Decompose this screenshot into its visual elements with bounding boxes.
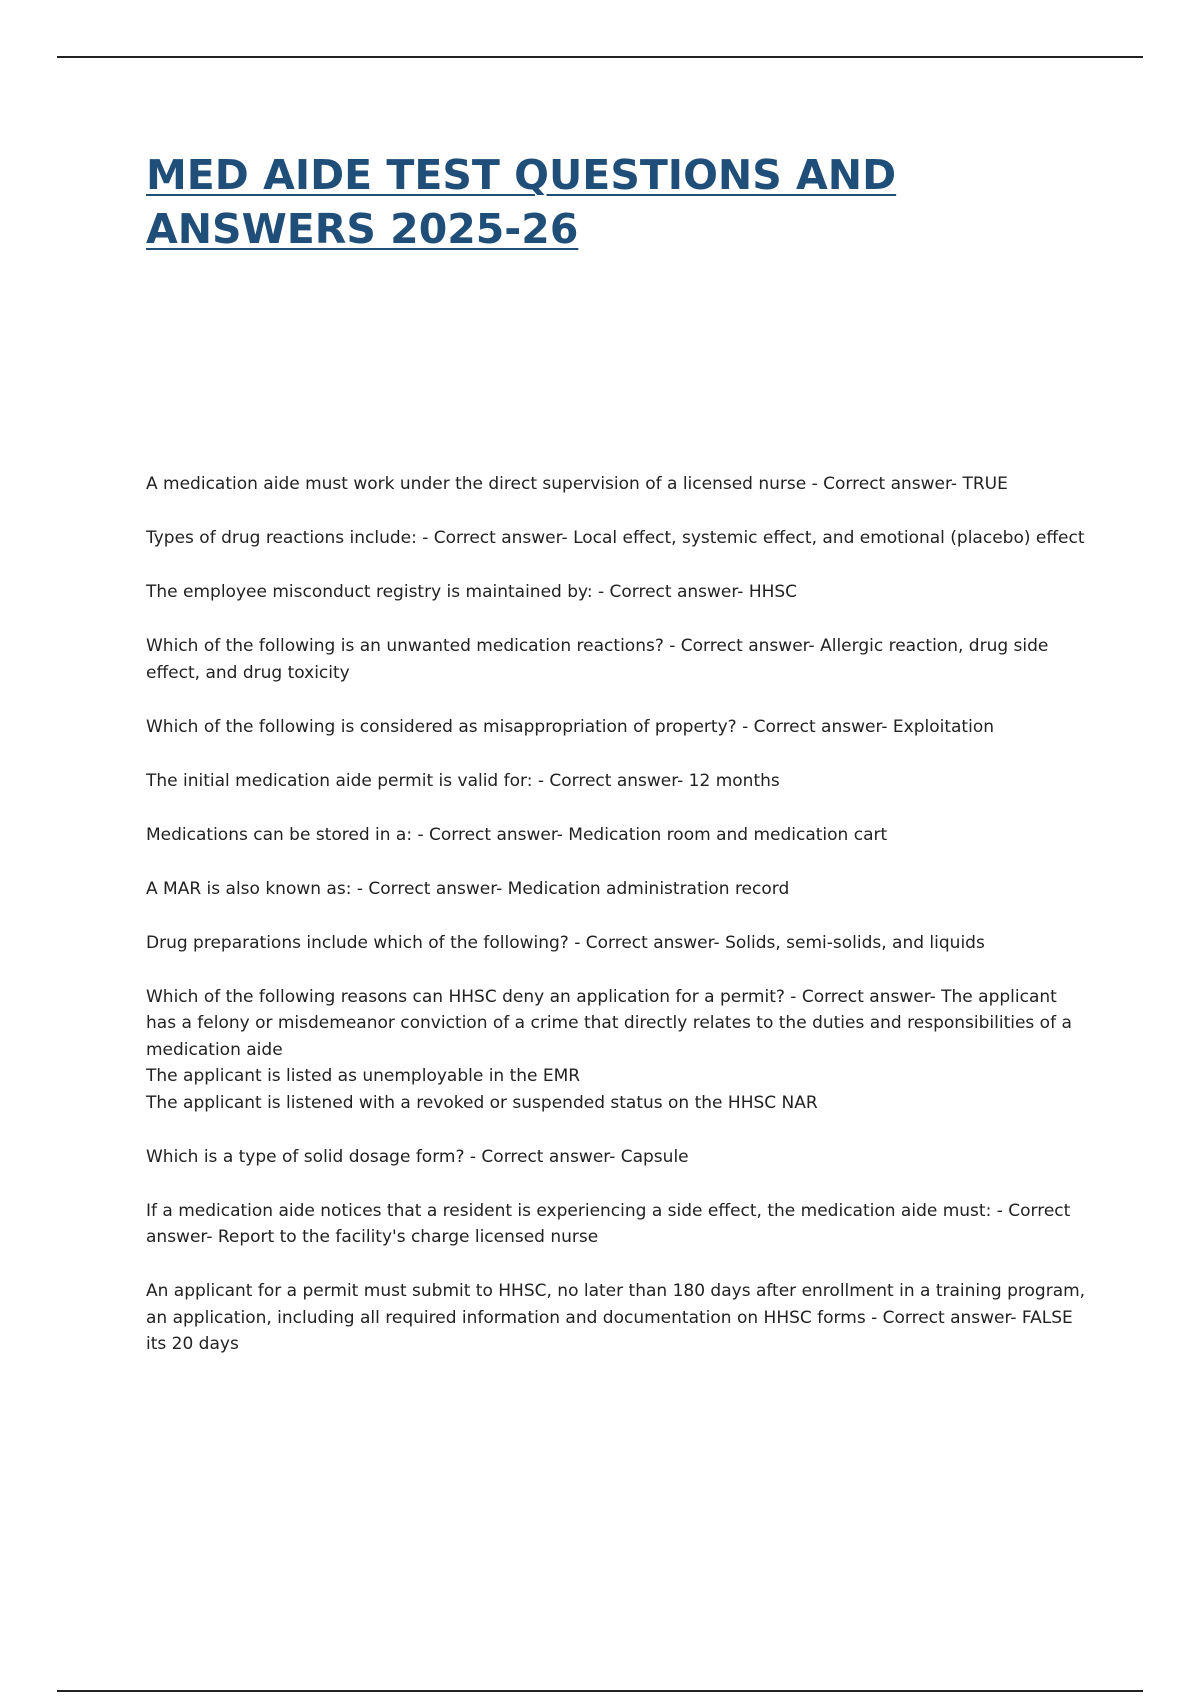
qa-item (146, 579, 1086, 606)
qa-item (146, 1144, 1086, 1171)
qa-text: Which of the following is an unwanted medication reactions? - Correct answer- Allergic reaction, drug side effect, and drug toxicity (146, 636, 1049, 683)
qa-text: Types of drug reactions include: - Correct answer- Local effect, systemic effect, and emotional (placebo) effect (146, 528, 1085, 548)
qa-item (146, 633, 1086, 686)
qa-extra-line: The applicant is listened with a revoked or suspended status on the HHSC NAR (146, 1092, 818, 1113)
qa-text: Which of the following reasons can HHSC deny an application for a permit? - Correct answer- The applicant has a felony or misdemeanor conviction of a crime that directly relates to the duties and responsibilities of a medication aide (146, 986, 1072, 1060)
qa-text: An applicant for a permit must submit to HHSC, no later than 180 days after enrollment in a training program, an application, including all required information and documentation on HHSC forms - Correct answer- FALSE its 20 days (146, 1281, 1086, 1354)
qa-text: A medication aide must work under the direct supervision of a licensed nurse - Correct answer- TRUE (146, 474, 1008, 494)
qa-text: A MAR is also known as: - Correct answer- Medication administration record (146, 878, 790, 899)
document-title-text: MED AIDE TEST QUESTIONS AND ANSWERS 2025-26 (146, 151, 897, 253)
qa-text: The initial medication aide permit is valid for: - Correct answer- 12 months (146, 770, 780, 791)
document-title (146, 148, 1046, 256)
footer-rule (57, 1690, 1143, 1692)
qa-item (146, 930, 1086, 957)
qa-item (146, 525, 1086, 552)
qa-text: Which of the following is considered as misappropriation of property? - Correct answer- Exploitation (146, 716, 994, 737)
qa-item (146, 1278, 1086, 1358)
qa-item (146, 876, 1086, 903)
qa-text: If a medication aide notices that a resident is experiencing a side effect, the medication aide must: - Correct answer- Report to the facility's charge licensed nurse (146, 1200, 1071, 1247)
qa-item (146, 714, 1086, 741)
question-answer-list (146, 471, 1086, 1385)
qa-extra-line: The applicant is listed as unemployable in the EMR (146, 1066, 581, 1086)
qa-text: Which is a type of solid dosage form? - Correct answer- Capsule (146, 1146, 689, 1167)
header-rule (57, 56, 1143, 58)
qa-text: The employee misconduct registry is maintained by: - Correct answer- HHSC (146, 582, 798, 602)
qa-text: Medications can be stored in a: - Correct answer- Medication room and medication cart (146, 824, 888, 845)
qa-item (146, 984, 1086, 1117)
qa-item (146, 768, 1086, 795)
qa-text: Drug preparations include which of the following? - Correct answer- Solids, semi-solids, and liquids (146, 932, 985, 953)
qa-item (146, 822, 1086, 849)
qa-item (146, 471, 1086, 498)
qa-item (146, 1198, 1086, 1251)
